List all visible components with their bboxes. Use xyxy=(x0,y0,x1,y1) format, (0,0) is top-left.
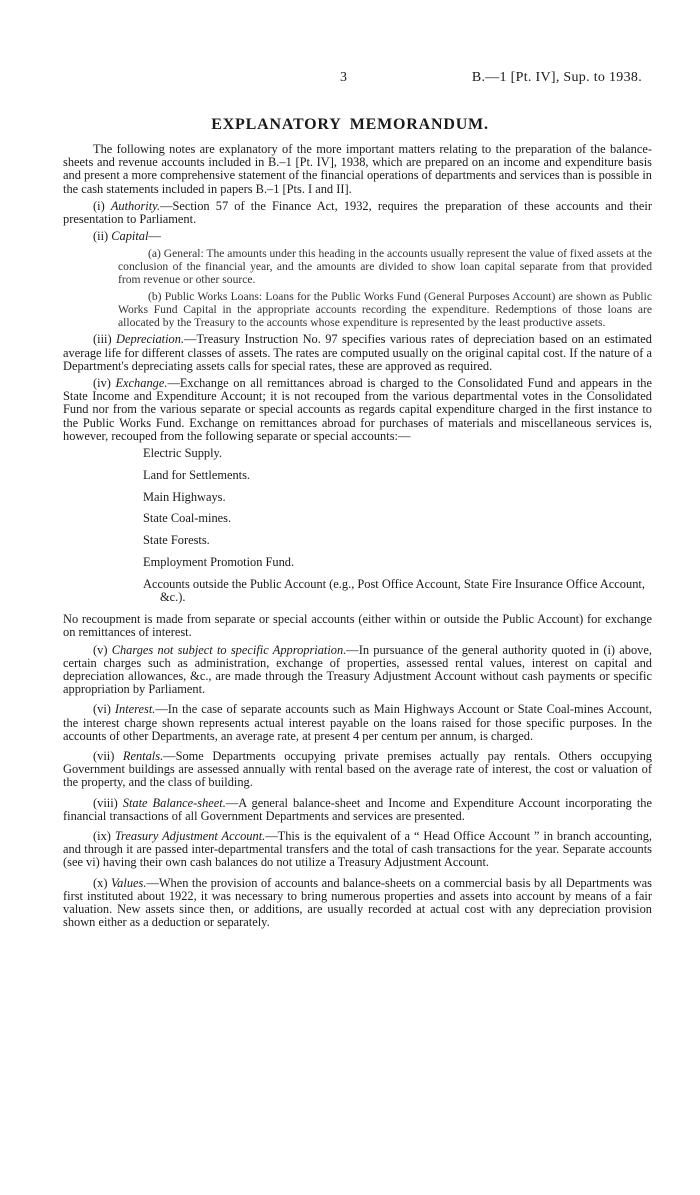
list-item: State Coal-mines. xyxy=(143,511,232,526)
section-values xyxy=(63,877,652,930)
section-text: —Some Departments occupying private premises actually pay rentals. Others occupying Government buildings are assessed annually with rental based on the average rate of interest, the cost or valuation of the property, and the class of building. xyxy=(63,749,652,790)
exchange-note: No recoupment is made from separate or special accounts (either within or outside the Public Account) for exchange on remittances of interest. xyxy=(63,612,652,640)
section-heading: Capital xyxy=(111,229,149,244)
subsection-label: (b) Public Works Loans: xyxy=(148,290,263,304)
section-text: — xyxy=(148,229,161,244)
section-number: (v) xyxy=(93,642,108,657)
section-text: —Section 57 of the Finance Act, 1932, requires the preparation of these accounts and their presentation to Parliament. xyxy=(63,198,652,227)
list-item: Main Highways. xyxy=(143,489,226,504)
section-text: —This is the equivalent of a “ Head Office Account ” in branch accounting, and through it are passed inter-departmental transfers and the total of cash transactions for the year. Separate accounts (see vi) having their own cash balances do not utilize a Treasury Adjustment Account. xyxy=(63,829,653,870)
subsection-text: The amounts under this heading in the accounts usually represent the value of fixed assets at the conclusion of the financial year, and the amounts are divided to show loan capital separate from that provided from revenue or other source. xyxy=(118,247,652,287)
page-number: 3 xyxy=(340,70,347,85)
section-text: —When the provision of accounts and balance-sheets on a commercial basis by all Departments was first instituted about 1922, it was necessary to bring numerous properties and assets into account by means of a fair valuation. New assets since then, or additions, are usually recorded at actual cost with any depreciation provision shown either as a deduction or separately. xyxy=(63,875,652,930)
section-exchange xyxy=(63,377,652,443)
section-number: (ix) xyxy=(93,829,111,844)
list-item: Accounts outside the Public Account (e.g., Post Office Account, State Fire Insurance Office Account, &c.). xyxy=(143,576,645,605)
section-heading: State Balance-sheet. xyxy=(122,795,226,810)
page-header xyxy=(0,70,700,90)
section-text: —Treasury Instruction No. 97 specifies various rates of depreciation based on an estimated average life for different classes of assets. The rates are computed usually on the original capital cost. If the nature of a Department's depreciating assets calls for special rates, these are approved as required. xyxy=(63,332,652,373)
running-head: B.—1 [Pt. IV], Sup. to 1938. xyxy=(471,70,642,85)
section-heading: Charges not subject to specific Appropriation. xyxy=(111,642,347,657)
section-number: (x) xyxy=(93,875,108,890)
section-heading: Exchange. xyxy=(115,376,168,391)
intro-paragraph: The following notes are explanatory of the more important matters relating to the preparation of the balance-sheets and revenue accounts included in B.–1 [Pt. IV], 1938, which are prepared on an income and expenditure basis and present a more comprehensive statement of the financial operations of departments and services than is possible in the cash statements included in papers B.–1 [Pts. I and II]. xyxy=(63,142,652,196)
section-heading: Treasury Adjustment Account. xyxy=(114,829,266,844)
section-capital xyxy=(63,230,652,243)
section-text: —A general balance-sheet and Income and Expenditure Account incorporating the financial transactions of all Government Departments and services are presented. xyxy=(63,795,653,823)
exchange-accounts-list xyxy=(63,447,652,605)
section-heading: Depreciation. xyxy=(116,332,185,347)
subsection-text: Loans for the Public Works Fund (General Purposes Account) are shown as Public Works Fund Capital in the appropriate accounts recording the expenditure. Redemptions of those loans are allocated by the Treasury to the accounts whose expenditure is represented by the least productive assets. xyxy=(118,290,652,330)
section-text: —In pursuance of the general authority quoted in (i) above, certain charges such as administration, exchange of properties, assessed rental values, interest on capital and depreciation allowances, &c., are made through the Treasury Adjustment Account without cash payments or specific appropriation by Parliament. xyxy=(63,642,652,697)
section-rentals xyxy=(63,750,652,790)
section-number: (iii) xyxy=(93,332,112,347)
section-number: (viii) xyxy=(93,795,118,810)
section-heading: Authority. xyxy=(110,198,161,213)
subsection-capital-general xyxy=(118,247,652,286)
section-heading: Rentals. xyxy=(122,749,164,764)
section-heading: Interest. xyxy=(114,702,156,717)
page-title: EXPLANATORY MEMORANDUM. xyxy=(211,116,489,133)
section-authority xyxy=(63,200,652,226)
section-state-balance-sheet xyxy=(63,797,652,823)
memorandum-body xyxy=(63,143,652,934)
section-depreciation xyxy=(63,333,652,373)
section-interest xyxy=(63,703,652,743)
section-text: —In the case of separate accounts such as Main Highways Account or State Coal-mines Account, the interest charge shown represents actual interest payable on the loans raised for those specific purposes. In the accounts of other Departments, an average rate, at present 4 per centum per annum, is charged. xyxy=(63,702,652,743)
list-item: State Forests. xyxy=(143,533,210,548)
section-treasury-adjustment xyxy=(63,830,652,870)
list-item: Electric Supply. xyxy=(143,446,223,461)
section-text: —Exchange on all remittances abroad is charged to the Consolidated Fund and appears in the State Income and Expenditure Account; it is not recouped from the various departmental votes in the Consolidated Fund nor from the various separate or special accounts as regards capital expenditure charged in the first instance to the Public Works Fund. Exchange on remittances abroad for purchases of materials and miscellaneous services is, however, recouped from the following separate or special accounts:— xyxy=(63,376,652,443)
subsection-capital-public-works xyxy=(118,290,652,329)
section-charges xyxy=(63,644,652,697)
section-number: (i) xyxy=(93,198,105,213)
subsection-label: (a) General: xyxy=(148,247,204,261)
section-heading: Values. xyxy=(110,875,147,890)
list-item: Land for Settlements. xyxy=(143,467,251,482)
section-number: (vii) xyxy=(93,749,115,764)
section-number: (vi) xyxy=(93,702,111,717)
section-number: (ii) xyxy=(93,229,109,244)
list-item: Employment Promotion Fund. xyxy=(143,555,295,570)
section-number: (iv) xyxy=(93,376,111,391)
